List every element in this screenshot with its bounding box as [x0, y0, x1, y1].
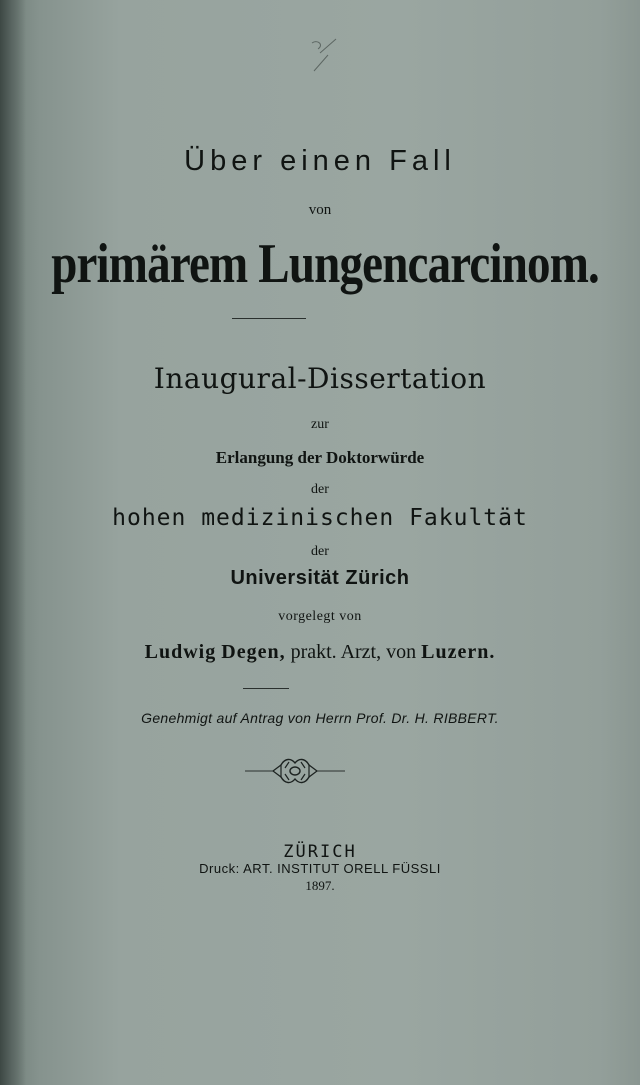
- divider-rule-2: [243, 688, 289, 689]
- vorgelegt-label: vorgelegt von: [278, 609, 362, 624]
- author-first-name: Ludwig: [144, 641, 217, 663]
- erlangung-line: Erlangung der Doktorwürde: [215, 448, 425, 467]
- fakultaet-line: hohen medizinischen Fakultät: [112, 505, 528, 531]
- der-label: der: [311, 482, 329, 497]
- dissertation-heading: Inaugural-Dissertation: [153, 362, 487, 395]
- von-label: von: [308, 202, 332, 218]
- author-line: [0, 641, 640, 664]
- pencil-mark-icon: [306, 35, 348, 75]
- ornament-icon: [245, 754, 345, 792]
- title-line-2: primärem Lungencarcinom.: [51, 233, 599, 295]
- author-last-name: Degen,: [221, 641, 286, 663]
- place-label: ZÜRICH: [283, 842, 357, 862]
- approval-line: Genehmigt auf Antrag von Herrn Prof. Dr. H. RIBBERT.: [141, 710, 499, 726]
- title-line-1: Über einen Fall: [184, 145, 456, 177]
- divider-rule: [232, 318, 306, 319]
- author-city: Luzern.: [421, 641, 496, 663]
- year-label: 1897.: [305, 878, 335, 893]
- printer-line: Druck: ART. INSTITUT ORELL FÜSSLI: [199, 861, 441, 876]
- author-description: prakt. Arzt, von: [290, 641, 417, 663]
- der-label-2: der: [311, 544, 329, 559]
- zur-label: zur: [311, 417, 329, 432]
- universitaet-line: Universität Zürich: [230, 567, 410, 589]
